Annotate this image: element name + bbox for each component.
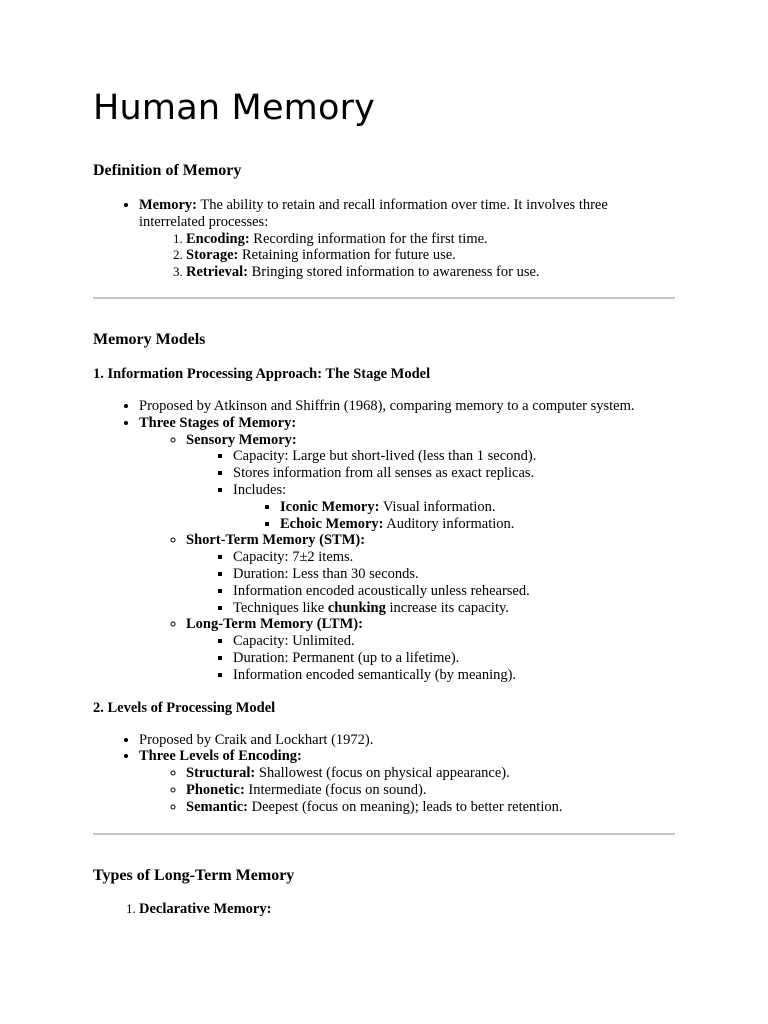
sensory-details bbox=[186, 448, 675, 532]
list-item bbox=[186, 616, 675, 683]
stm-label: Short-Term Memory (STM): bbox=[186, 532, 366, 549]
sensory-includes: Includes: bbox=[233, 481, 287, 498]
list-item bbox=[233, 633, 675, 650]
list-item bbox=[186, 532, 675, 616]
process-label: Retrieval: bbox=[186, 264, 248, 281]
level-text: Deepest (focus on meaning); leads to better retention. bbox=[248, 798, 563, 815]
definition-heading: Definition of Memory bbox=[93, 162, 242, 179]
list-item bbox=[186, 231, 675, 248]
ltm-types-heading: Types of Long-Term Memory bbox=[93, 866, 295, 884]
definition-list bbox=[93, 197, 675, 281]
list-item bbox=[186, 247, 675, 264]
ltm-types-list bbox=[93, 901, 675, 918]
process-label: Storage: bbox=[186, 247, 239, 264]
list-item bbox=[186, 799, 675, 816]
stm-details bbox=[186, 549, 675, 616]
process-list bbox=[139, 231, 675, 281]
list-item bbox=[233, 650, 675, 667]
list-item bbox=[186, 782, 675, 799]
list-item bbox=[233, 482, 675, 532]
list-item bbox=[233, 465, 675, 482]
stm-techniques-bold: chunking bbox=[327, 599, 386, 616]
process-label: Encoding: bbox=[186, 230, 250, 247]
ltm-label: Long-Term Memory (LTM): bbox=[186, 616, 363, 633]
stm-encoding: Information encoded acoustically unless rehearsed. bbox=[233, 582, 530, 599]
stm-duration: Duration: Less than 30 seconds. bbox=[233, 565, 419, 582]
list-item bbox=[280, 499, 675, 516]
memory-text: The ability to retain and recall information over time. It involves three interrelated processes: bbox=[139, 197, 608, 230]
level-label: Semantic: bbox=[186, 798, 249, 815]
stm-techniques-post: increase its capacity. bbox=[385, 599, 509, 616]
stages-label: Three Stages of Memory: bbox=[139, 414, 297, 431]
ltm-details bbox=[186, 633, 675, 683]
levels-model-list bbox=[93, 732, 675, 816]
list-item bbox=[139, 901, 675, 918]
ltm-duration: Duration: Permanent (up to a lifetime). bbox=[233, 649, 460, 666]
echoic-label: Echoic Memory: bbox=[280, 515, 384, 532]
iconic-text: Visual information. bbox=[379, 498, 496, 515]
list-item bbox=[233, 667, 675, 684]
list-item bbox=[233, 600, 675, 617]
stage-model-heading: 1. Information Processing Approach: The Stage Model bbox=[93, 365, 431, 382]
section-divider bbox=[93, 297, 675, 299]
list-item bbox=[233, 549, 675, 566]
stage-model-list bbox=[93, 398, 675, 684]
stm-capacity: Capacity: 7±2 items. bbox=[233, 549, 354, 566]
models-heading: Memory Models bbox=[93, 330, 206, 348]
levels-list bbox=[139, 765, 675, 815]
sensory-label: Sensory Memory: bbox=[186, 431, 297, 448]
list-item bbox=[233, 448, 675, 465]
list-item bbox=[233, 566, 675, 583]
list-item bbox=[139, 197, 675, 281]
declarative-label: Declarative Memory: bbox=[139, 900, 272, 917]
list-item bbox=[139, 398, 675, 415]
ltm-capacity: Capacity: Unlimited. bbox=[233, 633, 355, 650]
level-label: Phonetic: bbox=[186, 781, 245, 798]
level-text: Shallowest (focus on physical appearance). bbox=[255, 765, 510, 782]
process-text: Bringing stored information to awareness for use. bbox=[248, 264, 540, 281]
levels-proposed: Proposed by Craik and Lockhart (1972). bbox=[139, 731, 374, 748]
page-title: Human Memory bbox=[93, 88, 376, 128]
iconic-label: Iconic Memory: bbox=[280, 498, 380, 515]
list-item bbox=[233, 583, 675, 600]
section-divider bbox=[93, 833, 675, 835]
sensory-stores: Stores information from all senses as exact replicas. bbox=[233, 465, 535, 482]
document-content bbox=[93, 0, 675, 917]
list-item bbox=[139, 415, 675, 684]
levels-model-heading: 2. Levels of Processing Model bbox=[93, 699, 276, 716]
process-text: Recording information for the first time. bbox=[249, 230, 488, 247]
list-item bbox=[139, 732, 675, 749]
level-text: Intermediate (focus on sound). bbox=[244, 781, 427, 798]
levels-label: Three Levels of Encoding: bbox=[139, 748, 302, 765]
memory-label: Memory: bbox=[139, 197, 197, 213]
stm-techniques-pre: Techniques like bbox=[233, 599, 328, 616]
list-item bbox=[139, 748, 675, 815]
ltm-encoding: Information encoded semantically (by meaning). bbox=[233, 666, 517, 683]
level-label: Structural: bbox=[186, 765, 256, 782]
list-item bbox=[280, 516, 675, 533]
list-item bbox=[186, 432, 675, 533]
list-item bbox=[186, 264, 675, 281]
list-item bbox=[186, 765, 675, 782]
sensory-includes-list bbox=[233, 499, 675, 533]
echoic-text: Auditory information. bbox=[383, 515, 515, 532]
process-text: Retaining information for future use. bbox=[238, 247, 456, 264]
sensory-capacity: Capacity: Large but short-lived (less than 1 second). bbox=[233, 448, 537, 465]
stage-proposed: Proposed by Atkinson and Shiffrin (1968), comparing memory to a computer system. bbox=[139, 397, 635, 414]
stages-list bbox=[139, 432, 675, 684]
